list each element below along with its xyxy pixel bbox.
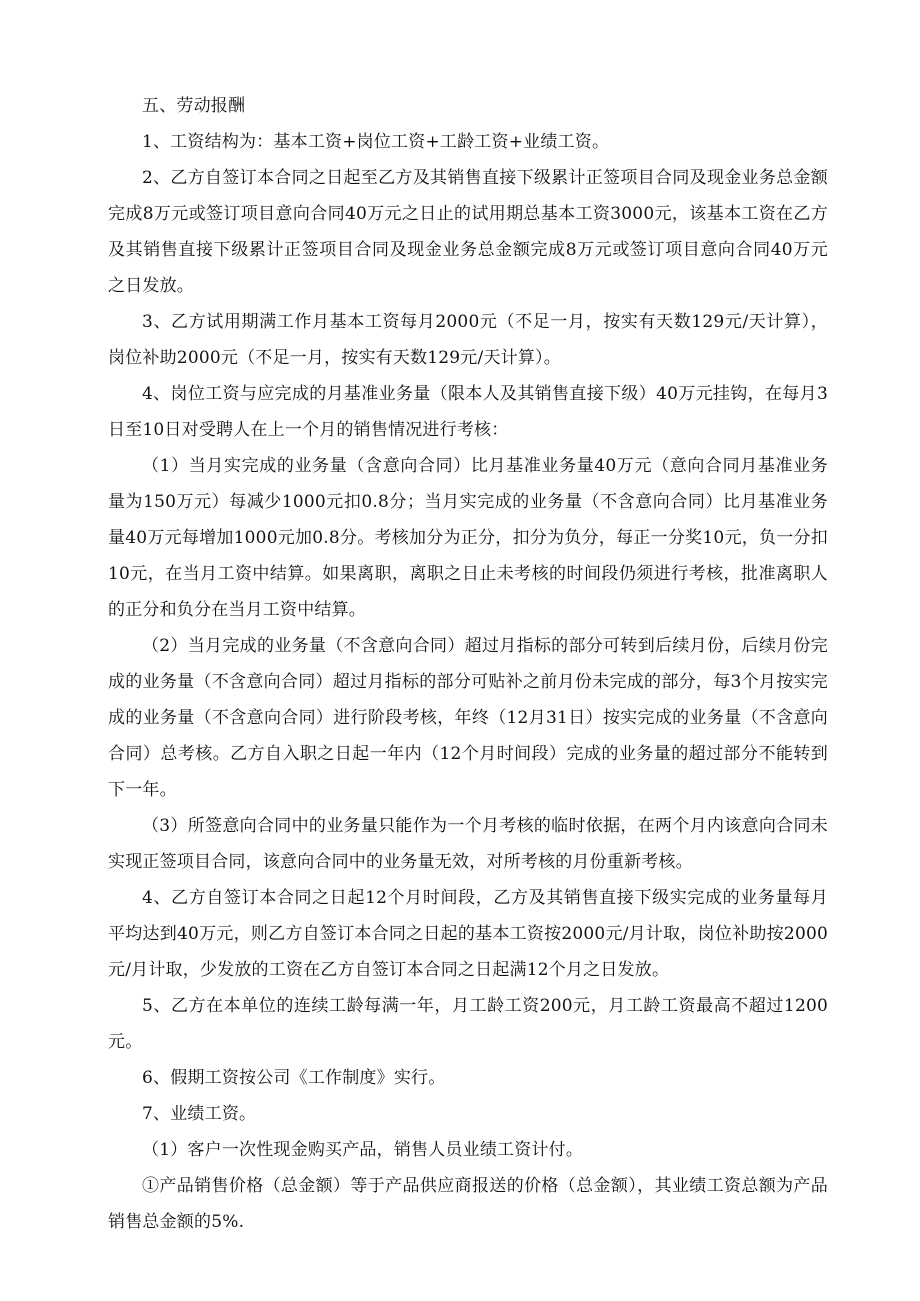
paragraph-assessment-rule-1: （1）当月实完成的业务量（含意向合同）比月基准业务量40万元（意向合同月基准业务量为150万元）每减少1000元扣0.8分；当月实完成的业务量（不含意向合同）比月基准业务量40万元每增加1000元加0.8分。考核加分为正分，扣分为负分，每正一分奖10元，负一分扣10元，在当月工资中结算。如果离职，离职之日止未考核的时间段仍须进行考核，批准离职人的正分和负分在当月工资中结算。 — [108, 456, 828, 620]
section-heading: 五、劳动报酬 — [142, 96, 246, 116]
paragraph-cash-purchase: （1）客户一次性现金购买产品，销售人员业绩工资计付。 — [142, 1140, 584, 1160]
paragraph-base-salary: 3、乙方试用期满工作月基本工资每月2000元（不足一月，按实有天数129元/天计算），岗位补助2000元（不足一月，按实有天数129元/天计算）。 — [108, 312, 828, 368]
paragraph-assessment-rule-3: （3）所签意向合同中的业务量只能作为一个月考核的临时依据，在两个月内该意向合同未实现正签项目合同，该意向合同中的业务量无效，对所考核的月份重新考核。 — [108, 816, 828, 872]
paragraph-seniority-salary: 5、乙方在本单位的连续工龄每满一年，月工龄工资200元，月工龄工资最高不超过1200元。 — [108, 996, 828, 1052]
paragraph-salary-structure: 1、工资结构为：基本工资+岗位工资+工龄工资+业绩工资。 — [142, 132, 610, 152]
paragraph-performance-salary: 7、业绩工资。 — [142, 1104, 257, 1124]
paragraph-holiday-salary: 6、假期工资按公司《工作制度》实行。 — [142, 1068, 446, 1088]
document-body — [108, 88, 828, 1240]
paragraph-probation-salary: 2、乙方自签订本合同之日起至乙方及其销售直接下级累计正签项目合同及现金业务总金额完成8万元或签订项目意向合同40万元之日止的试用期总基本工资3000元，该基本工资在乙方及其销售直接下级累计正签项目合同及现金业务总金额完成8万元或签订项目意向合同40万元之日发放。 — [108, 168, 828, 296]
paragraph-assessment-rule-2: （2）当月完成的业务量（不含意向合同）超过月指标的部分可转到后续月份，后续月份完成的业务量（不含意向合同）超过月指标的部分可贴补之前月份未完成的部分，每3个月按实完成的业务量（不含意向合同）进行阶段考核，年终（12月31日）按实完成的业务量（不含意向合同）总考核。乙方自入职之日起一年内（12个月时间段）完成的业务量的超过部分不能转到下一年。 — [108, 636, 828, 800]
paragraph-price-equal: ①产品销售价格（总金额）等于产品供应商报送的价格（总金额），其业绩工资总额为产品销售总金额的5%. — [108, 1176, 828, 1232]
paragraph-annual-target: 4、乙方自签订本合同之日起12个月时间段，乙方及其销售直接下级实完成的业务量每月平均达到40万元，则乙方自签订本合同之日起的基本工资按2000元/月计取，岗位补助按2000元/月计取，少发放的工资在乙方自签订本合同之日起满12个月之日发放。 — [108, 888, 828, 980]
paragraph-position-salary: 4、岗位工资与应完成的月基准业务量（限本人及其销售直接下级）40万元挂钩，在每月3日至10日对受聘人在上一个月的销售情况进行考核： — [108, 384, 828, 440]
